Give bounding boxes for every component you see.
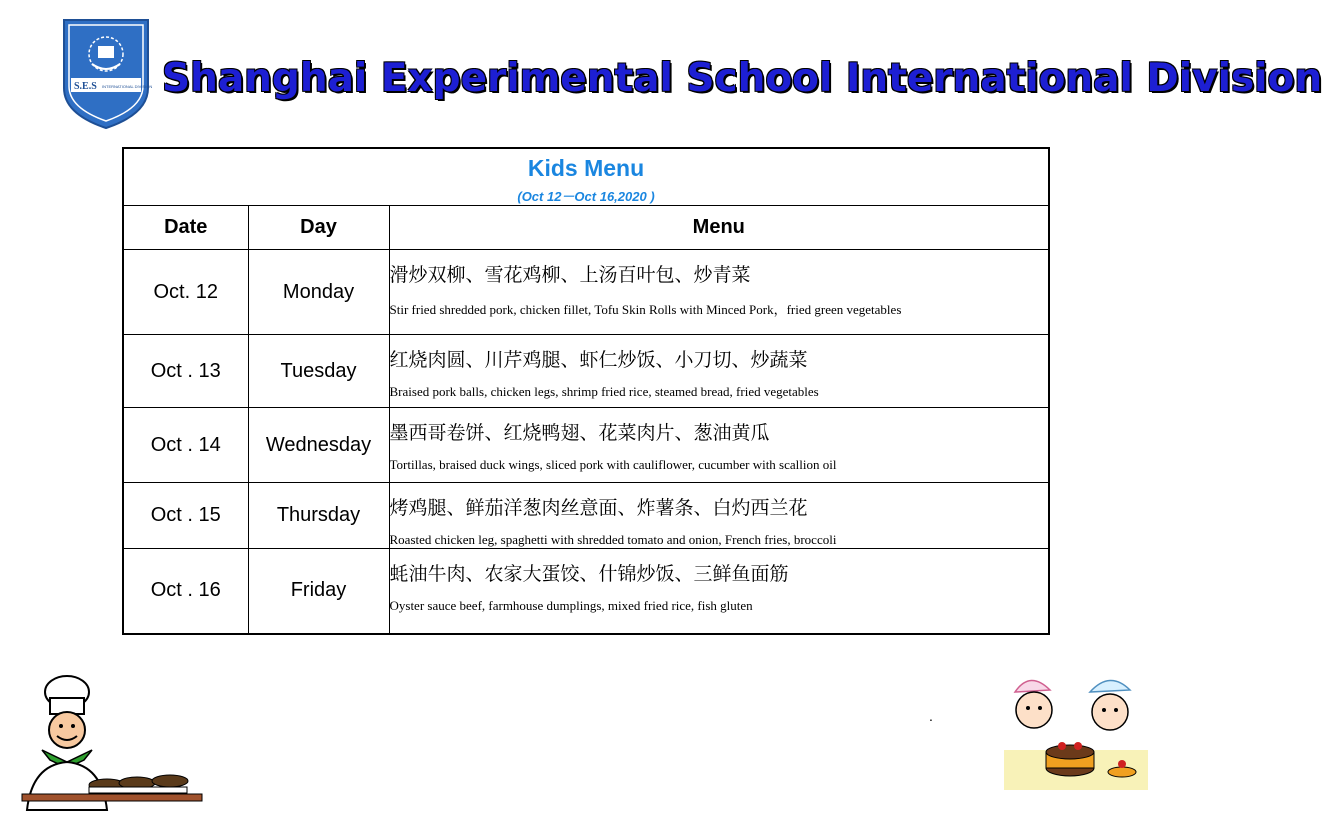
date-cell: Oct . 13 [123, 335, 248, 408]
menu-title-row [123, 148, 1049, 206]
day-cell: Tuesday [248, 335, 389, 408]
stray-dot: . [929, 708, 933, 724]
menu-date-range: (Oct 12－Oct 16,2020 ) [517, 189, 655, 204]
menu-title: Kids Menu [527, 155, 645, 181]
menu-chinese: 墨西哥卷饼、红烧鸭翅、花菜肉片、葱油黄瓜 [389, 422, 770, 444]
menu-cell [389, 250, 1049, 335]
menu-cell [389, 549, 1049, 634]
menu-cell [389, 408, 1049, 483]
kids-baking-illustration [1000, 670, 1150, 792]
menu-english: Tortillas, braised duck wings, sliced pork with cauliflower, cucumber with scallion oil [389, 457, 837, 472]
header-row [123, 206, 1049, 250]
menu-english: Roasted chicken leg, spaghetti with shredded tomato and onion, French fries, broccoli [389, 532, 837, 547]
date-cell: Oct . 15 [123, 483, 248, 549]
menu-chinese: 红烧肉圆、川芹鸡腿、虾仁炒饭、小刀切、炒蔬菜 [389, 349, 808, 371]
menu-chinese: 蚝油牛肉、农家大蛋饺、什锦炒饭、三鲜鱼面筋 [389, 563, 789, 585]
menu-cell [389, 483, 1049, 549]
day-cell: Thursday [248, 483, 389, 549]
date-cell: Oct. 12 [123, 250, 248, 335]
table-row [123, 549, 1049, 634]
table-row [123, 250, 1049, 335]
day-cell: Monday [248, 250, 389, 335]
school-logo [62, 18, 153, 130]
menu-chinese: 烤鸡腿、鲜茄洋葱肉丝意面、炸薯条、白灼西兰花 [389, 497, 808, 519]
day-cell: Wednesday [248, 408, 389, 483]
logo-subtext: INTERNATIONAL DIVISION [102, 84, 153, 89]
table-row [123, 408, 1049, 483]
logo-text: S.E.S [74, 81, 97, 92]
table-row [123, 335, 1049, 408]
column-header-date: Date [123, 206, 248, 250]
day-cell: Friday [248, 549, 389, 634]
column-header-menu: Menu [389, 206, 1049, 250]
date-cell: Oct . 14 [123, 408, 248, 483]
chef-illustration [12, 670, 212, 815]
date-cell: Oct . 16 [123, 549, 248, 634]
menu-cell [389, 335, 1049, 408]
menu-table [122, 147, 1050, 635]
menu-english: Stir fried shredded pork, chicken fillet, Tofu Skin Rolls with Minced Pork，fried green vegetables [389, 302, 902, 317]
menu-english: Braised pork balls, chicken legs, shrimp fried rice, steamed bread, fried vegetables [389, 384, 819, 399]
table-row [123, 483, 1049, 549]
menu-chinese: 滑炒双柳、雪花鸡柳、上汤百叶包、炒青菜 [389, 264, 751, 286]
menu-english: Oyster sauce beef, farmhouse dumplings, mixed fried rice, fish gluten [389, 598, 753, 613]
school-name: Shanghai Experimental School International Division [162, 56, 1322, 101]
column-header-day: Day [248, 206, 389, 250]
menu-title-cell [123, 148, 1049, 206]
